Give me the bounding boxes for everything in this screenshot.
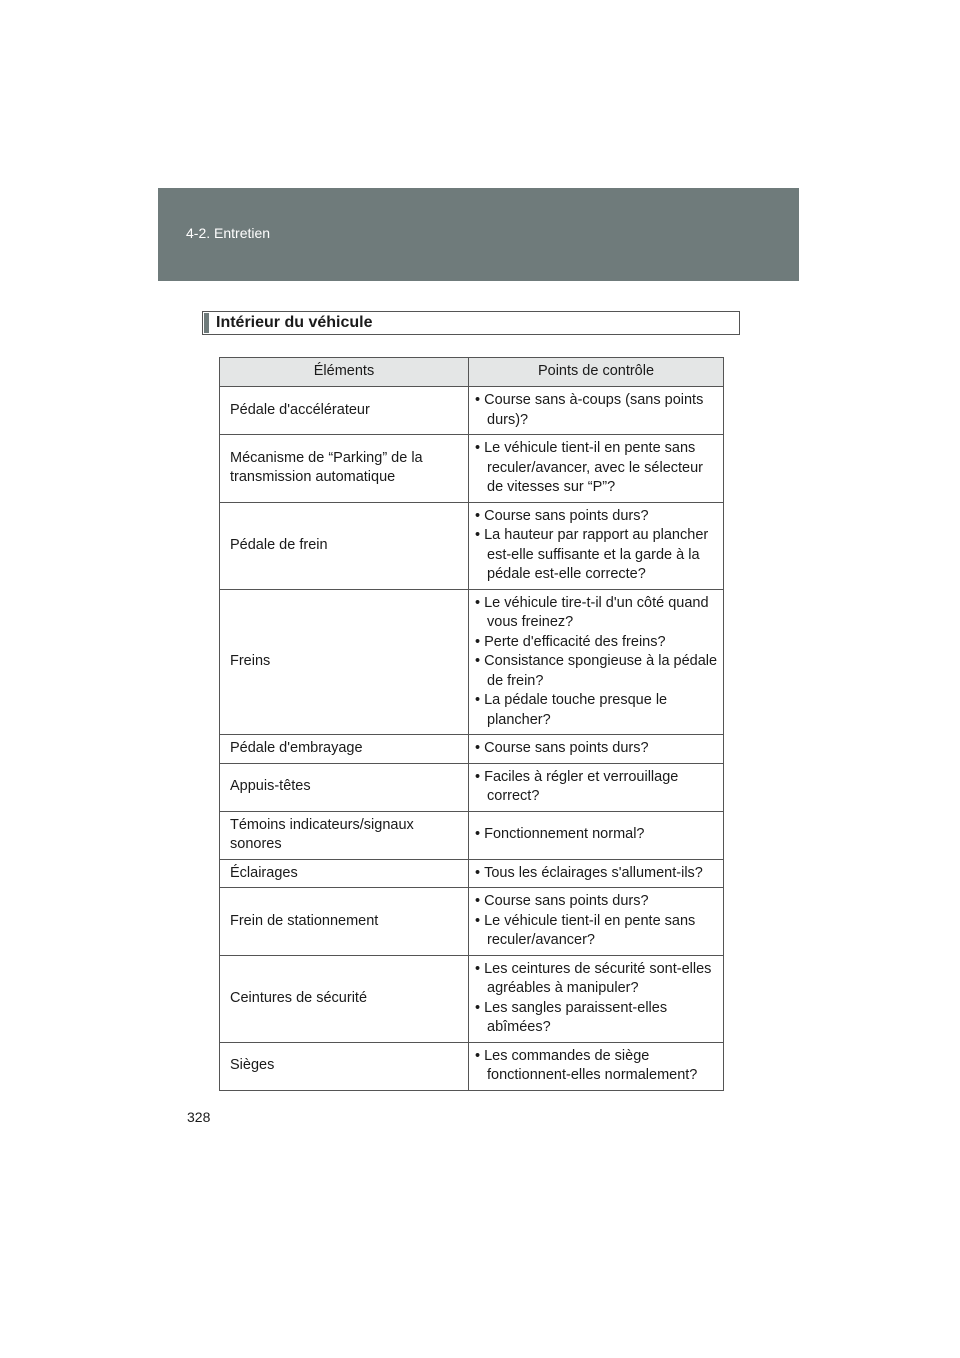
table-header-row	[220, 358, 724, 387]
checkpoint-item: • Les commandes de siège fonctionnent-elles normalement?	[475, 1047, 721, 1086]
item-cell: Pédale d'accélérateur	[220, 387, 469, 435]
checkpoint-item: • La pédale touche presque le plancher?	[475, 691, 721, 730]
checkpoint-item: • Tous les éclairages s'allument-ils?	[475, 864, 721, 884]
checkpoint-item: • Le véhicule tient-il en pente sans reculer/avancer, avec le sélecteur de vitesses sur “P”?	[475, 439, 721, 498]
header-band	[158, 188, 799, 281]
checkpoints-cell	[469, 502, 724, 589]
checkpoint-item: • Course sans points durs?	[475, 739, 721, 759]
checkpoints-cell	[469, 811, 724, 859]
table-row	[220, 435, 724, 503]
checkpoint-list	[475, 825, 721, 845]
checkpoints-cell	[469, 1042, 724, 1090]
checkpoint-item: • Course sans points durs?	[475, 507, 721, 527]
checkpoints-cell	[469, 763, 724, 811]
checkpoint-list	[475, 892, 721, 951]
table-row	[220, 387, 724, 435]
page-number: 328	[187, 1109, 211, 1125]
header-items: Éléments	[220, 358, 469, 387]
checkpoints-cell	[469, 955, 724, 1042]
checkpoints-cell	[469, 859, 724, 888]
item-cell: Appuis-têtes	[220, 763, 469, 811]
item-cell: Frein de stationnement	[220, 888, 469, 956]
checkpoints-cell	[469, 435, 724, 503]
table-row	[220, 763, 724, 811]
table-row	[220, 735, 724, 764]
checkpoint-list	[475, 768, 721, 807]
header-checkpoints: Points de contrôle	[469, 358, 724, 387]
checkpoint-item: • Perte d'efficacité des freins?	[475, 633, 721, 653]
section-title: Intérieur du véhicule	[216, 314, 373, 331]
table-row	[220, 811, 724, 859]
checkpoint-list	[475, 739, 721, 759]
checkpoint-list	[475, 594, 721, 731]
checkpoint-list	[475, 960, 721, 1038]
checkpoints-cell	[469, 589, 724, 735]
table-row	[220, 1042, 724, 1090]
table-row	[220, 955, 724, 1042]
checkpoint-item: • Le véhicule tient-il en pente sans reculer/avancer?	[475, 912, 721, 951]
checkpoint-list	[475, 507, 721, 585]
table-row	[220, 589, 724, 735]
header-section-label: 4-2. Entretien	[186, 225, 271, 241]
checkpoint-list	[475, 1047, 721, 1086]
section-title-box	[202, 311, 740, 335]
checkpoints-cell	[469, 735, 724, 764]
item-cell: Pédale d'embrayage	[220, 735, 469, 764]
checkpoint-item: • Les sangles paraissent-elles abîmées?	[475, 999, 721, 1038]
checkpoint-list	[475, 391, 721, 430]
checkpoint-item: • Course sans à-coups (sans points durs)?	[475, 391, 721, 430]
checkpoint-list	[475, 864, 721, 884]
checkpoint-item: • La hauteur par rapport au plancher est-elle suffisante et la garde à la pédale est-elle correcte?	[475, 526, 721, 585]
item-cell: Sièges	[220, 1042, 469, 1090]
item-cell: Mécanisme de “Parking” de la transmission automatique	[220, 435, 469, 503]
checkpoint-item: • Consistance spongieuse à la pédale de frein?	[475, 652, 721, 691]
checkpoint-list	[475, 439, 721, 498]
item-cell: Freins	[220, 589, 469, 735]
table-body	[220, 387, 724, 1091]
checkpoint-item: • Le véhicule tire-t-il d'un côté quand vous freinez?	[475, 594, 721, 633]
item-cell: Ceintures de sécurité	[220, 955, 469, 1042]
checkpoint-item: • Course sans points durs?	[475, 892, 721, 912]
checkpoint-item: • Les ceintures de sécurité sont-elles agréables à manipuler?	[475, 960, 721, 999]
checkpoint-item: • Fonctionnement normal?	[475, 825, 721, 845]
checkpoint-item: • Faciles à régler et verrouillage correct?	[475, 768, 721, 807]
checkpoints-cell	[469, 888, 724, 956]
checkpoints-cell	[469, 387, 724, 435]
section-title-accent-bar	[204, 313, 209, 333]
table-row	[220, 502, 724, 589]
table-row	[220, 888, 724, 956]
item-cell: Pédale de frein	[220, 502, 469, 589]
item-cell: Témoins indicateurs/signaux sonores	[220, 811, 469, 859]
inspection-table	[219, 357, 724, 1091]
item-cell: Éclairages	[220, 859, 469, 888]
table-row	[220, 859, 724, 888]
